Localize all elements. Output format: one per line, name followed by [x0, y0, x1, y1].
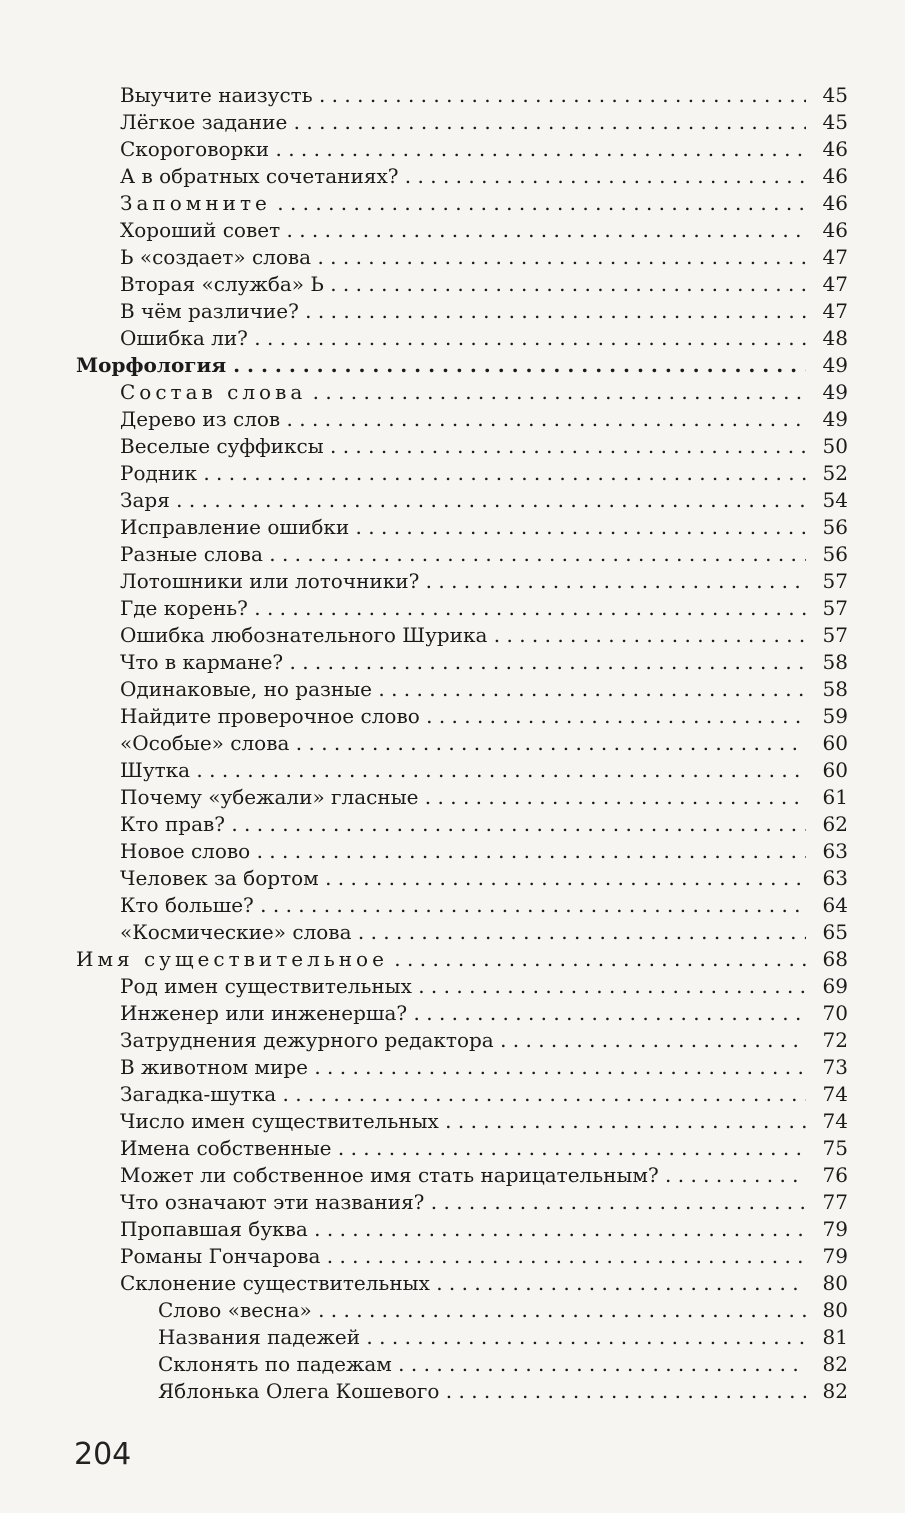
- toc-entry-page: 45: [806, 82, 848, 109]
- toc-entry-page: 57: [806, 622, 848, 649]
- toc-entry-title: Где корень? . . .: [120, 595, 845, 622]
- toc-entry-title: Хороший совет . . .: [120, 217, 845, 244]
- toc-entry-page: 60: [806, 757, 848, 784]
- toc-entry: [0, 973, 905, 1000]
- toc-entry: [0, 757, 905, 784]
- toc-entry-page: 65: [806, 919, 848, 946]
- toc-entry-page: 58: [806, 676, 848, 703]
- toc-entry-page: 73: [806, 1054, 848, 1081]
- toc-entry: [0, 1243, 905, 1270]
- toc-entry-page: 46: [806, 136, 848, 163]
- toc-entry: [0, 1162, 905, 1189]
- toc-entry-page: 79: [806, 1243, 848, 1270]
- toc-entry: [0, 406, 905, 433]
- toc-entry-page: 48: [806, 325, 848, 352]
- toc-entry-page: 49: [806, 352, 848, 379]
- toc-entry: [0, 325, 905, 352]
- toc-entry: [0, 730, 905, 757]
- toc-entry-page: 46: [806, 217, 848, 244]
- toc-entry-page: 50: [806, 433, 848, 460]
- toc-entry-title: Вторая «служба» Ь . . .: [120, 271, 845, 298]
- toc-entry: [0, 649, 905, 676]
- toc-entry-title: Имена собственные . . .: [120, 1135, 845, 1162]
- toc-entry: [0, 1189, 905, 1216]
- toc-entry: [0, 433, 905, 460]
- toc-entry-title: Почему «убежали» гласные . . .: [120, 784, 845, 811]
- toc-entry-title: Лотошники или лоточники? . . .: [120, 568, 845, 595]
- toc-entry-title: Загадка-шутка . . .: [120, 1081, 845, 1108]
- toc-entry-title: А в обратных сочетаниях? . . .: [120, 163, 845, 190]
- toc-entry: [0, 568, 905, 595]
- toc-entry-page: 52: [806, 460, 848, 487]
- toc-entry-page: 70: [806, 1000, 848, 1027]
- toc-entry-title: Запомните . . .: [120, 190, 845, 217]
- toc-entry-page: 54: [806, 487, 848, 514]
- toc-entry-title: Лёгкое задание . . .: [120, 109, 845, 136]
- toc-entry-title: Имя существительное . . .: [76, 946, 845, 973]
- toc-entry-title: Шутка . . .: [120, 757, 845, 784]
- toc-entry: [0, 1027, 905, 1054]
- toc-entry: [0, 595, 905, 622]
- toc-entry: [0, 1054, 905, 1081]
- table-of-contents: [0, 82, 905, 1405]
- toc-entry-title: Яблонька Олега Кошевого . . .: [158, 1378, 845, 1405]
- toc-entry: [0, 1108, 905, 1135]
- toc-entry: [0, 1216, 905, 1243]
- toc-entry-title: Склонение существительных . . .: [120, 1270, 845, 1297]
- toc-entry-title: Что в кармане? . . .: [120, 649, 845, 676]
- toc-entry-title: Может ли собственное имя стать нарицательным? . . .: [120, 1162, 845, 1189]
- toc-entry: [0, 109, 905, 136]
- toc-entry-page: 64: [806, 892, 848, 919]
- toc-entry-page: 80: [806, 1270, 848, 1297]
- toc-entry-page: 74: [806, 1108, 848, 1135]
- toc-entry-page: 46: [806, 163, 848, 190]
- toc-entry-page: 59: [806, 703, 848, 730]
- toc-entry: [0, 244, 905, 271]
- toc-entry: [0, 352, 905, 379]
- toc-entry-page: 49: [806, 406, 848, 433]
- toc-entry-title: Одинаковые, но разные . . .: [120, 676, 845, 703]
- toc-entry-title: Род имен существительных . . .: [120, 973, 845, 1000]
- toc-entry-title: Скороговорки . . .: [120, 136, 845, 163]
- page-number: 204: [74, 1437, 132, 1472]
- toc-entry-title: Заря . . .: [120, 487, 845, 514]
- toc-entry-page: 74: [806, 1081, 848, 1108]
- toc-entry: [0, 1351, 905, 1378]
- toc-entry-title: «Особые» слова . . .: [120, 730, 845, 757]
- toc-entry-title: Кто прав? . . .: [120, 811, 845, 838]
- toc-entry: [0, 865, 905, 892]
- toc-entry: [0, 298, 905, 325]
- toc-entry: [0, 1297, 905, 1324]
- toc-entry: [0, 541, 905, 568]
- toc-entry: [0, 1270, 905, 1297]
- toc-entry-page: 63: [806, 865, 848, 892]
- toc-entry-page: 81: [806, 1324, 848, 1351]
- toc-entry-title: Веселые суффиксы . . .: [120, 433, 845, 460]
- toc-entry-page: 47: [806, 271, 848, 298]
- toc-entry-title: Склонять по падежам . . .: [158, 1351, 845, 1378]
- toc-entry-page: 62: [806, 811, 848, 838]
- toc-entry: [0, 136, 905, 163]
- toc-entry-title: Новое слово . . .: [120, 838, 845, 865]
- toc-entry-page: 56: [806, 541, 848, 568]
- toc-entry: [0, 1324, 905, 1351]
- toc-entry-title: Разные слова . . .: [120, 541, 845, 568]
- toc-entry: [0, 1378, 905, 1405]
- toc-entry-title: Затруднения дежурного редактора . . .: [120, 1027, 845, 1054]
- toc-entry-page: 75: [806, 1135, 848, 1162]
- toc-entry-page: 47: [806, 298, 848, 325]
- toc-entry-title: Слово «весна» . . .: [158, 1297, 845, 1324]
- toc-entry: [0, 82, 905, 109]
- toc-entry-page: 80: [806, 1297, 848, 1324]
- toc-entry-title: Романы Гончарова . . .: [120, 1243, 845, 1270]
- toc-entry-title: Человек за бортом . . .: [120, 865, 845, 892]
- toc-entry: [0, 487, 905, 514]
- toc-entry-title: Названия падежей . . .: [158, 1324, 845, 1351]
- toc-entry: [0, 1135, 905, 1162]
- toc-entry: [0, 703, 905, 730]
- toc-entry-title: Родник . . .: [120, 460, 845, 487]
- toc-entry: [0, 946, 905, 973]
- toc-entry-title: Морфология . . .: [76, 352, 845, 379]
- toc-entry: [0, 1081, 905, 1108]
- toc-entry: [0, 271, 905, 298]
- toc-entry-title: Что означают эти названия? . . .: [120, 1189, 845, 1216]
- toc-entry-page: 63: [806, 838, 848, 865]
- toc-entry: [0, 811, 905, 838]
- toc-entry-page: 82: [806, 1378, 848, 1405]
- toc-entry-title: В животном мире . . .: [120, 1054, 845, 1081]
- toc-entry: [0, 784, 905, 811]
- toc-entry: [0, 460, 905, 487]
- toc-entry-title: «Космические» слова . . .: [120, 919, 845, 946]
- toc-entry-title: Ошибка ли? . . .: [120, 325, 845, 352]
- toc-entry-page: 76: [806, 1162, 848, 1189]
- toc-entry-title: Состав слова . . .: [120, 379, 845, 406]
- toc-entry: [0, 676, 905, 703]
- toc-entry-page: 82: [806, 1351, 848, 1378]
- toc-entry-page: 61: [806, 784, 848, 811]
- toc-entry: [0, 1000, 905, 1027]
- toc-entry-page: 72: [806, 1027, 848, 1054]
- toc-entry-page: 46: [806, 190, 848, 217]
- toc-entry: [0, 379, 905, 406]
- toc-entry-page: 57: [806, 568, 848, 595]
- toc-entry-title: Ошибка любознательного Шурика . . .: [120, 622, 845, 649]
- toc-entry-title: Дерево из слов . . .: [120, 406, 845, 433]
- toc-entry-title: Пропавшая буква . . .: [120, 1216, 845, 1243]
- toc-entry: [0, 838, 905, 865]
- toc-entry-title: Найдите проверочное слово . . .: [120, 703, 845, 730]
- toc-entry-page: 69: [806, 973, 848, 1000]
- toc-entry-title: Выучите наизусть . . .: [120, 82, 845, 109]
- toc-entry-title: Инженер или инженерша? . . .: [120, 1000, 845, 1027]
- toc-entry-page: 68: [806, 946, 848, 973]
- toc-entry-title: Ь «создает» слова . . .: [120, 244, 845, 271]
- toc-entry-page: 45: [806, 109, 848, 136]
- toc-entry-page: 60: [806, 730, 848, 757]
- toc-entry-page: 79: [806, 1216, 848, 1243]
- toc-entry-page: 58: [806, 649, 848, 676]
- toc-entry: [0, 919, 905, 946]
- toc-entry: [0, 163, 905, 190]
- toc-entry-page: 77: [806, 1189, 848, 1216]
- toc-entry-page: 57: [806, 595, 848, 622]
- toc-entry: [0, 892, 905, 919]
- toc-entry: [0, 190, 905, 217]
- toc-entry: [0, 217, 905, 244]
- toc-entry: [0, 514, 905, 541]
- toc-entry-title: Исправление ошибки . . .: [120, 514, 845, 541]
- toc-entry-title: Кто больше? . . .: [120, 892, 845, 919]
- toc-entry-page: 47: [806, 244, 848, 271]
- toc-entry-title: В чём различие? . . .: [120, 298, 845, 325]
- toc-entry-title: Число имен существительных . . .: [120, 1108, 845, 1135]
- toc-entry: [0, 622, 905, 649]
- toc-entry-page: 49: [806, 379, 848, 406]
- toc-entry-page: 56: [806, 514, 848, 541]
